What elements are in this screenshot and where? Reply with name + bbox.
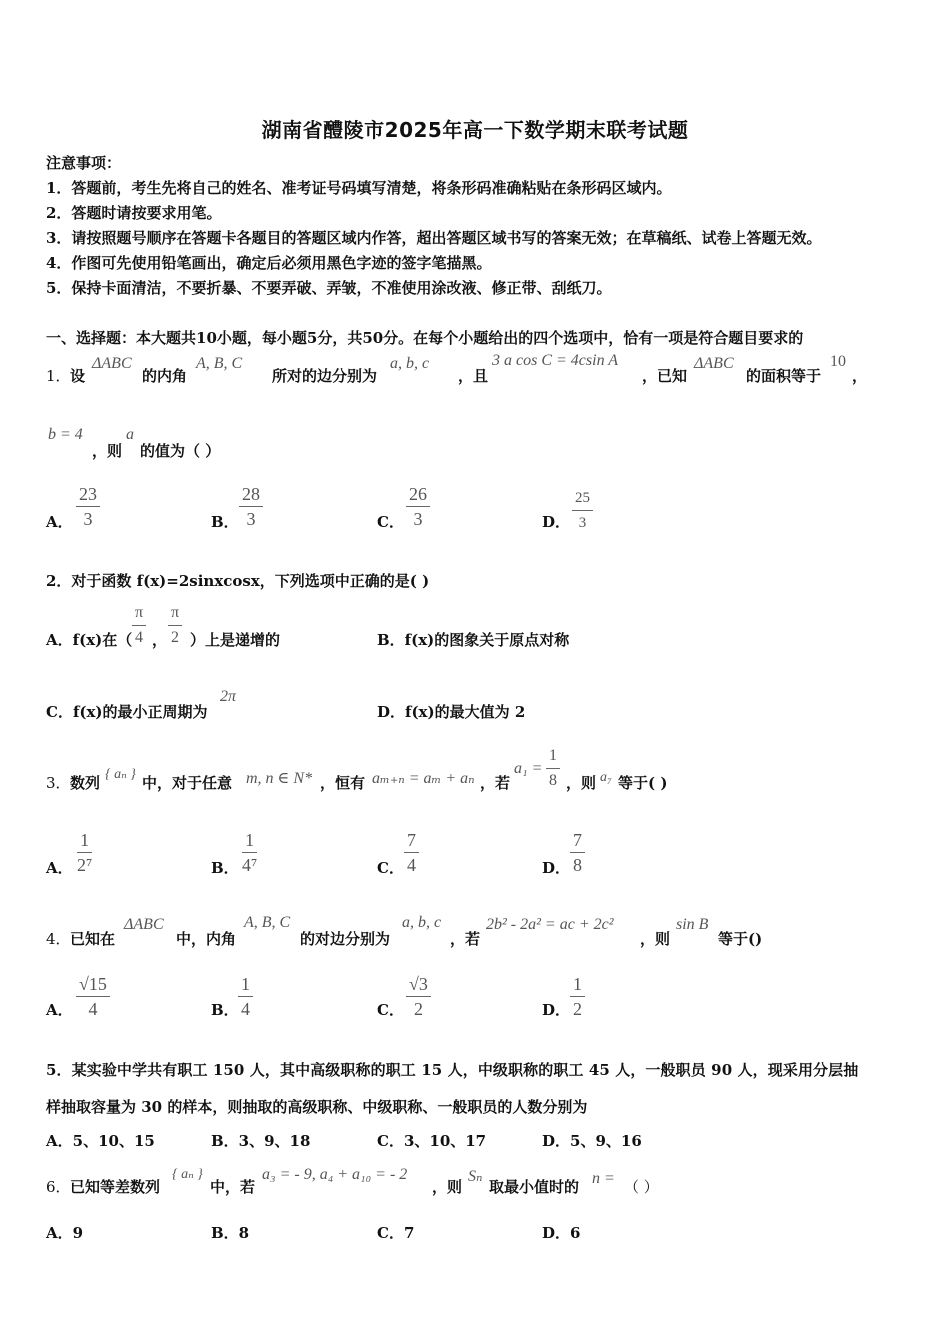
option: C．3、10、17 <box>377 1132 487 1150</box>
stem-text: 数列 <box>70 774 101 792</box>
math-expr: aₘ₊ₙ = aₘ + aₙ <box>372 770 475 787</box>
option-fraction: $\frac{26}{3}$ <box>406 484 430 529</box>
option-label: D． <box>542 859 571 877</box>
stem-text: 已知在 <box>70 930 116 948</box>
stem-text: ， <box>152 631 168 649</box>
stem-text: 的对边分别为 <box>300 930 391 948</box>
option-fraction: $\frac{1}{2}$ <box>570 974 585 1019</box>
option-label: A． <box>46 513 73 531</box>
page-title: 湖南省醴陵市2025年高一下数学期末联考试题 <box>261 118 689 142</box>
math-expr: m, n ∈ N* <box>246 770 313 787</box>
math-expr: a <box>126 426 134 443</box>
option-label: B． <box>211 859 239 877</box>
math-expr: n = <box>592 1170 615 1187</box>
option: B．8 <box>211 1224 250 1242</box>
stem-text: ）上是递增的 <box>190 631 281 649</box>
question-number: 6． <box>46 1178 71 1196</box>
option-label: A． <box>46 1001 73 1019</box>
notice-heading: 注意事项： <box>46 154 122 172</box>
stem-text: 取最小值时的 <box>489 1178 580 1196</box>
stem-text: ，恒有 <box>320 774 366 792</box>
option-label: C． <box>377 859 404 877</box>
option-fraction: $\frac{23}{3}$ <box>76 484 100 529</box>
math-expr: { aₙ } <box>105 767 136 782</box>
stem-text: ，则 <box>92 442 123 460</box>
stem-text: 的内角 <box>142 367 188 385</box>
option-label: A． <box>46 859 73 877</box>
notice-item: 4．作图可先使用铅笔画出，确定后必须用黑色字迹的签字笔描黑。 <box>46 254 492 272</box>
stem-text: 中，内角 <box>176 930 237 948</box>
question-number: 4． <box>46 930 71 948</box>
stem-text: ， <box>852 367 868 385</box>
option-fraction: $\frac{1}{\text{2⁷}}$ <box>77 830 93 875</box>
option-fraction: $\frac{28}{3}$ <box>239 484 263 529</box>
stem-text: 的值为（ ） <box>140 442 221 460</box>
math-expr: 2π <box>220 688 237 705</box>
option-fraction: $\frac{√15}{4}$ <box>76 974 110 1019</box>
stem-text: ，若 <box>480 774 511 792</box>
stem-text: （ ） <box>624 1178 659 1196</box>
stem-text: ，已知 <box>642 367 688 385</box>
math-expr: a, b, c <box>390 355 430 372</box>
option-fraction: $\frac{\pi}{2}$ <box>168 603 182 648</box>
option-label: B． <box>211 1001 239 1019</box>
math-expr: ΔABC <box>92 355 132 372</box>
stem-text: ，则 <box>566 774 597 792</box>
option-fraction: $\frac{\pi}{4}$ <box>132 603 146 648</box>
option-label: D． <box>542 1001 571 1019</box>
math-expr: Sₙ <box>468 1168 483 1185</box>
question-stem: 5．某实验中学共有职工 150 人，其中高级职称的职工 15 人，中级职称的职工 45 人，一般职员 90 人，现采用分层抽 <box>46 1061 859 1079</box>
stem-text: 中，对于任意 <box>142 774 233 792</box>
option-fraction: $\frac{7}{4}$ <box>404 830 419 875</box>
option-fraction: $\frac{25}{3}$ <box>572 488 593 533</box>
math-expr: b = 4 <box>48 426 83 443</box>
notice-item: 2．答题时请按要求用笔。 <box>46 204 222 222</box>
option-b: B．f(x)的图象关于原点对称 <box>377 631 570 649</box>
option-fraction: $\frac{√3}{2}$ <box>406 974 431 1019</box>
option: C．7 <box>377 1224 415 1242</box>
option-fraction: $\frac{7}{8}$ <box>570 830 585 875</box>
stem-text: 的面积等于 <box>746 367 822 385</box>
math-expr: 2b² - 2a² = ac + 2c² <box>486 916 614 933</box>
option-label: C． <box>377 1001 404 1019</box>
option-fraction: $\frac{1}{4}$ <box>238 974 253 1019</box>
option: A．5、10、15 <box>46 1132 155 1150</box>
math-expr: a₁ = <box>514 760 543 777</box>
question-stem: 2．对于函数 f(x)=2sinxcosx，下列选项中正确的是( ) <box>46 572 430 590</box>
math-expr: 10 <box>830 353 846 370</box>
section-heading: 一、选择题：本大题共10小题，每小题5分，共50分。在每个小题给出的四个选项中，恰有一项是符合题目要求的 <box>46 329 804 347</box>
question-number: 1． <box>46 367 71 385</box>
notice-item: 3．请按照题号顺序在答题卡各题目的答题区域内作答，超出答题区域书写的答案无效；在草稿纸、试卷上答题无效。 <box>46 229 822 247</box>
option-label: C． <box>377 513 404 531</box>
stem-text: 中，若 <box>210 1178 256 1196</box>
stem-text: 已知等差数列 <box>70 1178 161 1196</box>
notice-item: 5．保持卡面清洁，不要折暴、不要弄破、弄皱，不准使用涂改液、修正带、刮纸刀。 <box>46 279 612 297</box>
option: D．5、9、16 <box>542 1132 642 1150</box>
option: B．3、9、18 <box>211 1132 311 1150</box>
math-expr: a₇ <box>600 770 612 785</box>
math-expr: A, B, C <box>244 914 291 931</box>
option-c-label: C．f(x)的最小正周期为 <box>46 703 208 721</box>
question-number: 3． <box>46 774 71 792</box>
stem-text: ，若 <box>450 930 481 948</box>
option-a-label: A．f(x)在（ <box>46 631 133 649</box>
math-fraction: $\frac{1}{8}$ <box>546 746 560 791</box>
option-label: B． <box>211 513 239 531</box>
math-expr: ΔABC <box>694 355 734 372</box>
stem-text: 设 <box>70 367 86 385</box>
stem-text: ，则 <box>640 930 671 948</box>
option-label: D． <box>542 513 571 531</box>
stem-text: ，且 <box>458 367 489 385</box>
math-expr: ΔABC <box>124 916 164 933</box>
math-expr: sin B <box>676 916 709 933</box>
stem-text: 等于() <box>718 930 763 948</box>
question-stem: 样抽取容量为 30 的样本，则抽取的高级职称、中级职称、一般职员的人数分别为 <box>46 1098 588 1116</box>
math-expr: { aₙ } <box>172 1167 203 1182</box>
math-expr: a, b, c <box>402 914 442 931</box>
stem-text: ，则 <box>432 1178 463 1196</box>
notice-item: 1．答题前，考生先将自己的姓名、准考证号码填写清楚，将条形码准确粘贴在条形码区域内。 <box>46 179 672 197</box>
math-expr: a₃ = - 9, a₄ + a₁₀ = - 2 <box>262 1166 408 1183</box>
option: A．9 <box>46 1224 84 1242</box>
stem-text: 所对的边分别为 <box>272 367 378 385</box>
option-fraction: $\frac{1}{\text{4⁷}}$ <box>242 830 258 875</box>
stem-text: 等于( ) <box>618 774 668 792</box>
math-expr: A, B, C <box>196 355 243 372</box>
option: D．6 <box>542 1224 581 1242</box>
option-d: D．f(x)的最大值为 2 <box>377 703 526 721</box>
math-expr: 3 a cos C = 4csin A <box>492 352 619 369</box>
